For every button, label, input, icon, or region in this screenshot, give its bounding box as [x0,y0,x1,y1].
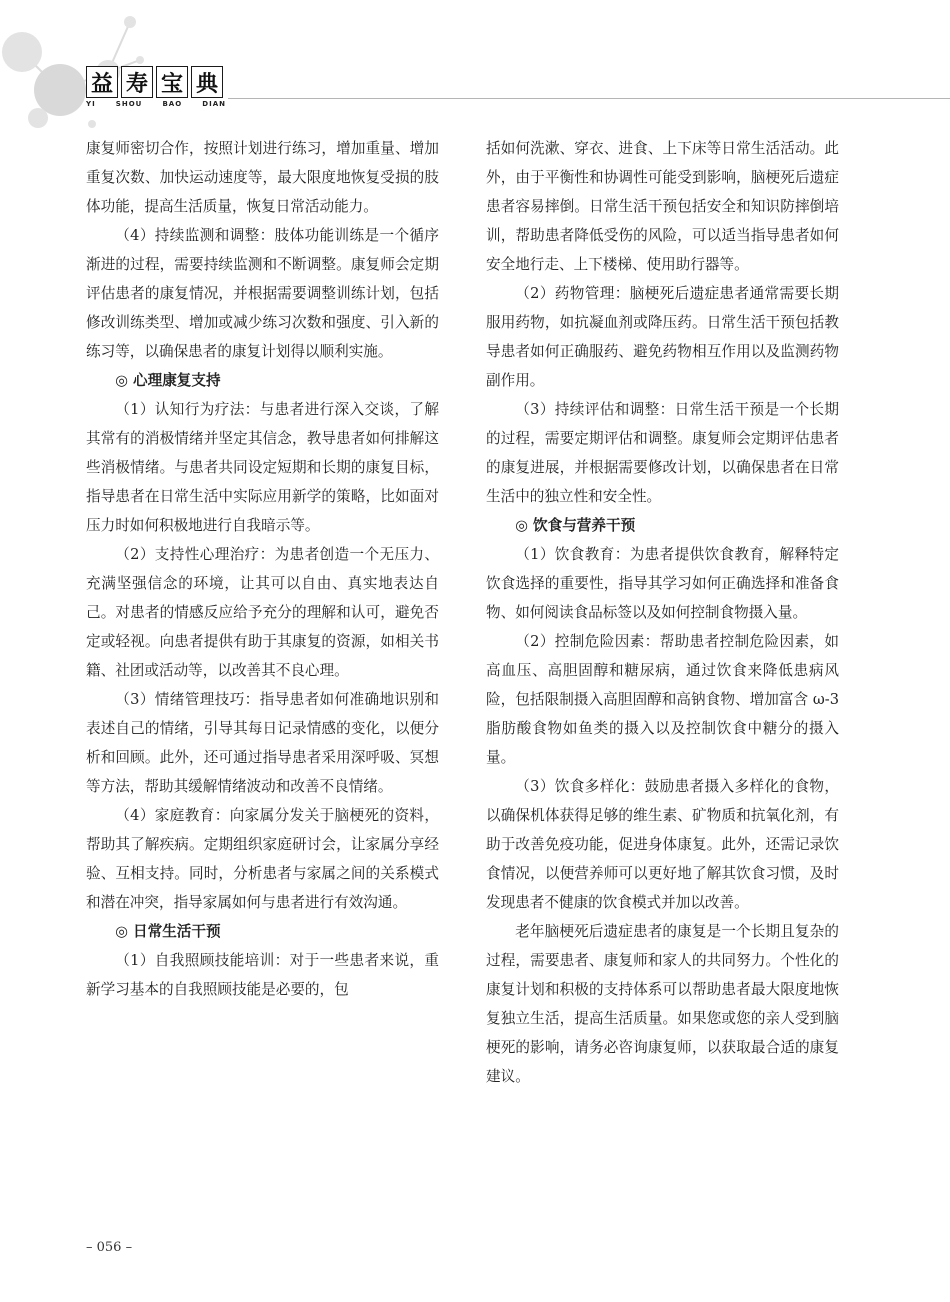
paragraph: （3）持续评估和调整：日常生活干预是一个长期的过程，需要定期评估和调整。康复师会定期评估患者的康复进展，并根据需要修改计划，以确保患者在日常生活中的独立性和安全性。 [486,401,839,505]
title-char: 寿 [121,66,153,98]
pinyin-syllable: DIAN [202,100,226,108]
paragraph: （3）饮食多样化：鼓励患者摄入多样化的食物，以确保机体获得足够的维生素、矿物质和抗氧化剂，有助于改善免疫功能，促进身体康复。此外，还需记录饮食情况，以便营养师可以更好地了解其饮食习惯，及时发现患者不健康的饮食模式并加以改善。 [486,778,839,911]
pinyin-syllable: YI [86,100,96,108]
section-heading: ◎ 日常生活干预 [115,923,221,940]
page-number: – 056 – [86,1240,133,1255]
book-title-pinyin [86,100,226,108]
section-heading: ◎ 心理康复支持 [115,372,221,389]
paragraph: （4）持续监测和调整：肢体功能训练是一个循序渐进的过程，需要持续监测和不断调整。康复师会定期评估患者的康复情况，并根据需要调整训练计划，包括修改训练类型、增加或减少练习次数和强度、引入新的练习等，以确保患者的康复计划得以顺利实施。 [86,227,439,360]
paragraph: （1）认知行为疗法：与患者进行深入交谈，了解其常有的消极情绪并坚定其信念，教导患者如何排解这些消极情绪。与患者共同设定短期和长期的康复目标，指导患者在日常生活中实际应用新学的策略，比如面对压力时如何积极地进行自我暗示等。 [86,401,439,534]
left-column [86,134,439,1004]
paragraph: （2）控制危险因素：帮助患者控制危险因素，如高血压、高胆固醇和糖尿病，通过饮食来降低患病风险，包括限制摄入高胆固醇和高钠食物、增加富含 ω-3 脂肪酸食物如鱼类的摄入以及控制饮食中糖分的摄入量。 [486,633,839,766]
pinyin-syllable: BAO [162,100,183,108]
paragraph: （2）支持性心理治疗：为患者创造一个无压力、充满坚强信念的环境，让其可以自由、真实地表达自己。对患者的情感反应给予充分的理解和认可，避免否定或轻视。向患者提供有助于其康复的资源，如相关书籍、社团或活动等，以改善其不良心理。 [86,546,439,679]
paragraph: 康复师密切合作，按照计划进行练习，增加重量、增加重复次数、加快运动速度等，最大限度地恢复受损的肢体功能，提高生活质量，恢复日常活动能力。 [86,140,439,215]
pinyin-syllable: SHOU [115,100,143,108]
paragraph: 老年脑梗死后遗症患者的康复是一个长期且复杂的过程，需要患者、康复师和家人的共同努力。个性化的康复计划和积极的支持体系可以帮助患者最大限度地恢复独立生活，提高生活质量。如果您或您的亲人受到脑梗死的影响，请务必咨询康复师，以获取最合适的康复建议。 [486,923,839,1085]
book-title [86,66,223,98]
right-column [486,134,839,1091]
paragraph: 括如何洗漱、穿衣、进食、上下床等日常生活活动。此外，由于平衡性和协调性可能受到影响，脑梗死后遗症患者容易摔倒。日常生活干预包括安全和知识防摔倒培训，帮助患者降低受伤的风险，可以适当指导患者如何安全地行走、上下楼梯、使用助行器等。 [486,140,839,273]
section-heading: ◎ 饮食与营养干预 [515,517,636,534]
paragraph: （1）饮食教育：为患者提供饮食教育，解释特定饮食选择的重要性，指导其学习如何正确选择和准备食物、如何阅读食品标签以及如何控制食物摄入量。 [486,546,839,621]
title-char: 典 [191,66,223,98]
header-rule [228,98,950,99]
paragraph: （4）家庭教育：向家属分发关于脑梗死的资料，帮助其了解疾病。定期组织家庭研讨会，让家属分享经验、互相支持。同时，分析患者与家属之间的关系模式和潜在冲突，指导家属如何与患者进行有效沟通。 [86,807,439,911]
title-char: 益 [86,66,118,98]
paragraph: （2）药物管理：脑梗死后遗症患者通常需要长期服用药物，如抗凝血剂或降压药。日常生活干预包括教导患者如何正确服药、避免药物相互作用以及监测药物副作用。 [486,285,839,389]
paragraph: （1）自我照顾技能培训：对于一些患者来说，重新学习基本的自我照顾技能是必要的，包 [86,952,439,998]
title-char: 宝 [156,66,188,98]
paragraph: （3）情绪管理技巧：指导患者如何准确地识别和表述自己的情绪，引导其每日记录情感的变化，以便分析和回顾。此外，还可通过指导患者采用深呼吸、冥想等方法，帮助其缓解情绪波动和改善不良情绪。 [86,691,439,795]
